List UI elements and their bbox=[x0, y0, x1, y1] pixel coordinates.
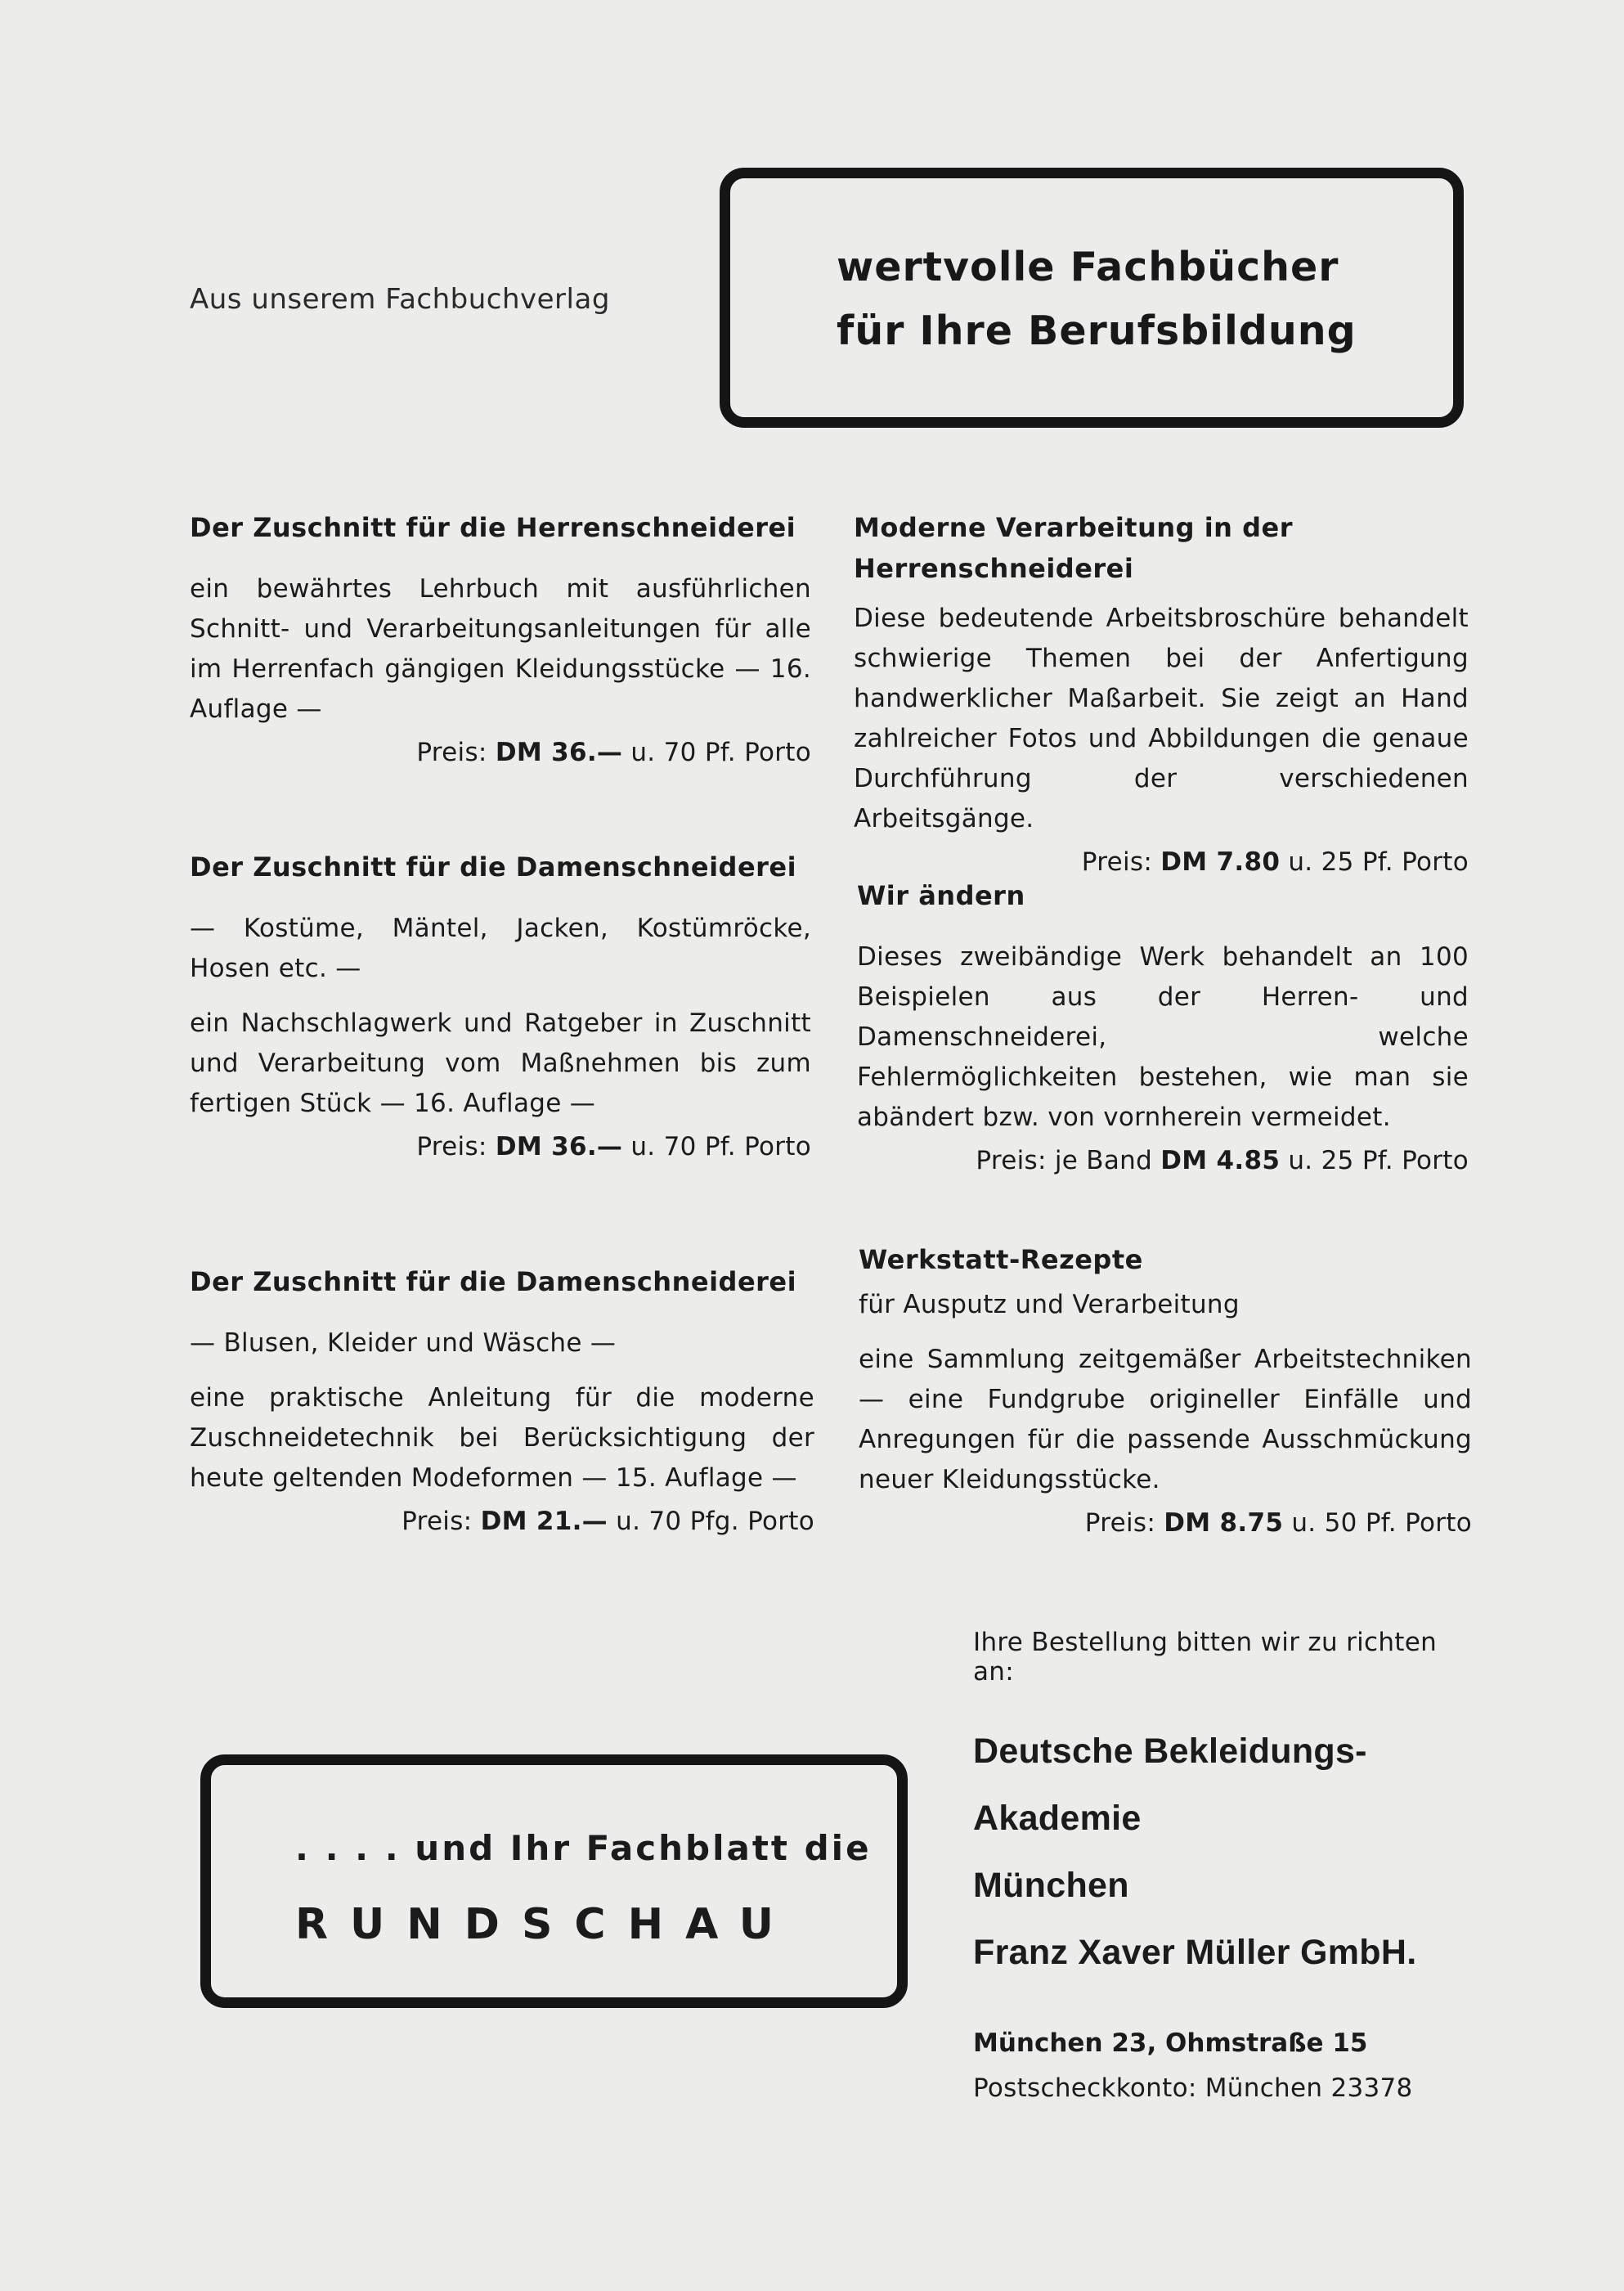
book-price bbox=[857, 1141, 1469, 1181]
title-line-1: wertvolle Fachbücher bbox=[837, 244, 1339, 290]
book-title: Der Zuschnitt für die Damenschneiderei bbox=[190, 851, 797, 883]
price-prefix: Preis: bbox=[416, 1132, 487, 1161]
book-description: ein bewährtes Lehrbuch mit ausführlichen Schnitt- und Verarbeitungsanleitungen für alle im Herrenfach gängigen Kleidungsstücke — 16. Auflage — bbox=[190, 574, 811, 724]
book-entry-damen-blusen bbox=[190, 1261, 814, 1542]
book-price bbox=[190, 1127, 811, 1167]
price-amount: DM 36.— bbox=[495, 738, 623, 767]
book-description: Diese bedeutende Arbeitsbroschüre behandelt schwierige Themen bei der Anfertigung handwerklicher Maßarbeit. Sie zeigt an Hand zahlreicher Fotos und Abbildungen die genaue Durchführung der verschiedenen Arbeitsgänge. bbox=[854, 604, 1469, 833]
book-title: Moderne Verarbeitung in der Herrenschneiderei bbox=[854, 512, 1293, 584]
rundschau-line-1: . . . . und Ihr Fachblatt die bbox=[295, 1828, 872, 1868]
book-entry-damen-kostueme bbox=[190, 847, 811, 1167]
price-prefix: Preis: bbox=[402, 1507, 473, 1536]
title-line-2: für Ihre Berufsbildung bbox=[837, 308, 1357, 354]
price-amount: DM 8.75 bbox=[1164, 1508, 1284, 1538]
book-price bbox=[190, 1502, 814, 1542]
book-entry-wir-aendern bbox=[857, 875, 1469, 1181]
publisher-name: Deutsche Bekleidungs-Akademie bbox=[973, 1732, 1367, 1838]
price-porto: u. 70 Pf. Porto bbox=[630, 738, 811, 767]
price-prefix: Preis: je Band bbox=[976, 1146, 1153, 1175]
publisher-address: München 23, Ohmstraße 15 bbox=[973, 2028, 1368, 2058]
intro-text: Aus unserem Fachbuchverlag bbox=[190, 283, 610, 316]
book-title: Der Zuschnitt für die Damenschneiderei bbox=[190, 1266, 797, 1297]
book-entry-werkstatt-rezepte bbox=[859, 1239, 1472, 1543]
postal-account: Postscheckkonto: München 23378 bbox=[973, 2073, 1413, 2103]
publisher-company: Franz Xaver Müller GmbH. bbox=[973, 1933, 1417, 1972]
title-frame bbox=[720, 168, 1464, 428]
price-amount: DM 4.85 bbox=[1160, 1146, 1281, 1175]
price-porto: u. 25 Pf. Porto bbox=[1288, 1146, 1469, 1175]
price-prefix: Preis: bbox=[1084, 1508, 1156, 1538]
price-porto: u. 50 Pf. Porto bbox=[1291, 1508, 1472, 1538]
price-porto: u. 70 Pfg. Porto bbox=[616, 1507, 814, 1536]
rundschau-title: RUNDSCHAU bbox=[295, 1900, 796, 1949]
price-porto: u. 25 Pf. Porto bbox=[1288, 847, 1469, 877]
publisher-city: München bbox=[973, 1866, 1129, 1905]
price-prefix: Preis: bbox=[1081, 847, 1153, 877]
book-description: ein Nachschlagwerk und Ratgeber in Zuschnitt und Verarbeitung vom Maßnehmen bis zum fertigen Stück — 16. Auflage — bbox=[190, 1008, 811, 1118]
book-subtitle: — Blusen, Kleider und Wäsche — bbox=[190, 1328, 617, 1358]
book-entry-herren-zuschnitt bbox=[190, 507, 811, 773]
order-lead: Ihre Bestellung bitten wir zu richten an: bbox=[973, 1628, 1438, 1687]
book-description: Dieses zweibändige Werk behandelt an 100 Beispielen aus der Herren- und Damenschneiderei, welche Fehlermöglichkeiten bestehen, wie man sie abändert bzw. von vornherein vermeidet. bbox=[857, 942, 1469, 1132]
price-amount: DM 7.80 bbox=[1160, 847, 1281, 877]
book-subtitle: — Kostüme, Mäntel, Jacken, Kostümröcke, Hosen etc. — bbox=[190, 914, 811, 983]
price-amount: DM 36.— bbox=[495, 1132, 623, 1161]
book-price bbox=[190, 733, 811, 773]
book-description: eine Sammlung zeitgemäßer Arbeitstechniken — eine Fundgrube origineller Einfälle und Anregungen für die passende Ausschmückung neuer Kleidungsstücke. bbox=[859, 1345, 1472, 1494]
book-description: eine praktische Anleitung für die moderne Zuschneidetechnik bei Berücksichtigung der heute geltenden Modeformen — 15. Auflage — bbox=[190, 1383, 814, 1493]
book-title: Werkstatt-Rezepte bbox=[859, 1244, 1143, 1275]
book-price bbox=[859, 1503, 1472, 1543]
price-prefix: Preis: bbox=[416, 738, 487, 767]
price-amount: DM 21.— bbox=[480, 1507, 608, 1536]
book-title: Der Zuschnitt für die Herrenschneiderei bbox=[190, 512, 796, 543]
book-entry-moderne-verarbeitung bbox=[854, 507, 1469, 883]
price-porto: u. 70 Pf. Porto bbox=[630, 1132, 811, 1161]
order-info bbox=[973, 1628, 1480, 2109]
book-title: Wir ändern bbox=[857, 880, 1025, 911]
book-subtitle: für Ausputz und Verarbeitung bbox=[859, 1290, 1240, 1319]
rundschau-frame bbox=[200, 1754, 908, 2008]
